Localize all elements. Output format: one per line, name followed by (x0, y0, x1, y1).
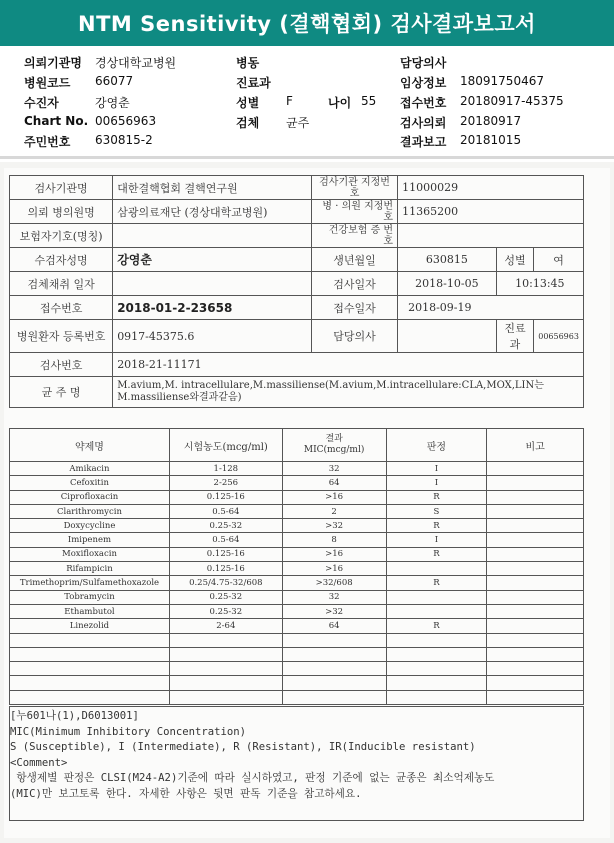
patient-name-value: 강영춘 (113, 248, 312, 272)
request-date-value: 20180917 (460, 114, 522, 128)
table-row (10, 476, 584, 490)
sex-value-cell: 여 (534, 248, 584, 272)
mic-value-cell: 64 (282, 476, 386, 490)
sex-label: 성별 (236, 96, 260, 110)
receipt-label: 접수번호 (10, 296, 113, 320)
test-range-cell (169, 647, 282, 661)
note-cell (487, 476, 584, 490)
test-range-cell: 0.25/4.75-32/608 (169, 576, 282, 590)
note-cell (487, 647, 584, 661)
note-cell (487, 590, 584, 604)
sex-label-cell: 성별 (496, 248, 533, 272)
test-range-cell: 1-128 (169, 462, 282, 476)
test-range-cell (169, 676, 282, 690)
mic-value-cell: 32 (282, 462, 386, 476)
ward-label: 병동 (236, 56, 260, 70)
mic-value-cell (282, 647, 386, 661)
note-cell (487, 490, 584, 504)
drug-name-cell (10, 662, 170, 676)
drug-name-cell: Linezolid (10, 619, 170, 633)
interpretation-cell: R (386, 490, 487, 504)
request-date-label: 검사의뢰 (400, 116, 447, 130)
interpretation-cell (386, 562, 487, 576)
drug-name-cell: Ciprofloxacin (10, 490, 170, 504)
mic-value-cell: 2 (282, 504, 386, 518)
drug-name-cell: Amikacin (10, 462, 170, 476)
registration-value: 0917-45375.6 (113, 320, 312, 353)
table-row (10, 676, 584, 690)
doctor-cell-value (398, 320, 497, 353)
interpretation-cell: R (386, 519, 487, 533)
table-row (10, 547, 584, 561)
drug-name-cell (10, 676, 170, 690)
mic-value-cell: >32 (282, 519, 386, 533)
mic-value-cell: >16 (282, 547, 386, 561)
hospital-code-label: 병원코드 (24, 76, 71, 90)
drug-name-cell: Cefoxitin (10, 476, 170, 490)
mic-value-cell: >16 (282, 490, 386, 504)
drug-name-cell: Tobramycin (10, 590, 170, 604)
comment-line: S (Susceptible), I (Intermediate), R (Resistant), IR(Inducible resistant) (10, 741, 476, 753)
table-row (10, 562, 584, 576)
comment-box (9, 706, 584, 821)
test-range-cell: 0.5-64 (169, 533, 282, 547)
interpretation-cell: R (386, 547, 487, 561)
dept-cell-label: 진료과 (496, 320, 533, 353)
lab-name-value: 대한결핵협회 결핵연구원 (113, 176, 312, 200)
mic-value-cell: 64 (282, 619, 386, 633)
table-row (10, 662, 584, 676)
hospital-code-value: 66077 (95, 74, 134, 88)
lab-no-label: 검사기관 지정번호 (312, 176, 398, 200)
drug-name-cell (10, 690, 170, 704)
interpretation-cell (386, 690, 487, 704)
age-label: 나이 (328, 96, 352, 110)
lab-no-value: 11000029 (398, 176, 584, 200)
table-row (10, 604, 584, 618)
dept-label: 진료과 (236, 76, 271, 90)
test-no-value: 2018-21-11171 (113, 353, 584, 377)
note-cell (487, 519, 584, 533)
hospital-name-value: 경상대학교병원 (95, 56, 177, 70)
hospital-no-label: 병 · 의원 지정번호 (312, 200, 398, 224)
doctor-label: 담당의사 (400, 56, 447, 70)
table-row (10, 576, 584, 590)
hospital-no-value: 11365200 (398, 200, 584, 224)
table-row (10, 690, 584, 704)
mic-value-cell: >32 (282, 604, 386, 618)
receipt-no-label: 접수번호 (400, 96, 447, 110)
mic-value-cell (282, 676, 386, 690)
drug-name-cell: Rifampicin (10, 562, 170, 576)
test-range-cell (169, 690, 282, 704)
drug-name-cell (10, 647, 170, 661)
interpretation-cell (386, 590, 487, 604)
interpretation-cell (386, 633, 487, 647)
insured-value (113, 224, 312, 248)
table-row (10, 519, 584, 533)
comment-line: <Comment> (10, 756, 68, 769)
species-value: M.avium,M. intracellulare,M.massiliense(M.avium,M.intracellulare:CLA,MOX,LIN는 M.massiliense와결과같음) (113, 377, 584, 408)
comment-line: 항생제별 판정은 CLSI(M24-A2)기준에 따라 실시하였고, 판정 기준에 없는 균종은 최소억제농도 (10, 772, 495, 784)
test-date-value: 2018-10-05 (398, 272, 497, 296)
report-title: NTM Sensitivity (결핵협회) 검사결과보고서 (0, 0, 614, 46)
drug-name-cell: Trimethoprim/Sulfamethoxazole (10, 576, 170, 590)
test-no-label: 검사번호 (10, 353, 113, 377)
interpretation-cell (386, 647, 487, 661)
interpretation-cell: R (386, 619, 487, 633)
drug-rows (10, 462, 584, 705)
test-range-cell: 0.125-16 (169, 490, 282, 504)
collect-date-value (113, 272, 312, 296)
note-cell (487, 604, 584, 618)
test-range-cell: 0.25-32 (169, 604, 282, 618)
comment-line: [누601나(1),D6013001] (10, 710, 139, 722)
test-range-cell: 2-64 (169, 619, 282, 633)
report-date-value: 20181015 (460, 133, 522, 147)
resident-no-label: 주민번호 (24, 135, 71, 149)
test-range-cell: 2-256 (169, 476, 282, 490)
mic-value-cell (282, 690, 386, 704)
header-divider (0, 156, 614, 159)
receipt-value: 2018-01-2-23658 (113, 296, 312, 320)
table-row (10, 533, 584, 547)
test-time-value: 10:13:45 (496, 272, 583, 296)
header-result: 판정 (386, 429, 487, 462)
chart-no-label: Chart No. (24, 114, 89, 128)
header-test-range: 시험농도(mcg/ml) (169, 429, 282, 462)
note-cell (487, 462, 584, 476)
clinical-info-value: 18091750467 (460, 74, 544, 88)
note-cell (487, 676, 584, 690)
note-cell (487, 533, 584, 547)
patient-label: 수진자 (24, 96, 59, 110)
test-range-cell: 0.5-64 (169, 504, 282, 518)
note-cell (487, 633, 584, 647)
note-cell (487, 562, 584, 576)
header-mic: 결과 MIC(mcg/ml) (282, 429, 386, 462)
interpretation-cell: I (386, 462, 487, 476)
receipt-date-value: 2018-09-19 (398, 296, 584, 320)
mic-value-cell: >16 (282, 562, 386, 576)
sex-value: F (286, 94, 293, 108)
interpretation-cell (386, 676, 487, 690)
hospital-label: 의뢰 병의원명 (10, 200, 113, 224)
table-row (10, 633, 584, 647)
dob-value: 630815 (398, 248, 497, 272)
doctor-cell-label: 담당의사 (312, 320, 398, 353)
mic-value-cell: 8 (282, 533, 386, 547)
age-value: 55 (361, 94, 377, 108)
mic-value-cell: >32/608 (282, 576, 386, 590)
species-label: 균 주 명 (10, 377, 113, 408)
note-cell (487, 619, 584, 633)
hospital-value: 삼광의료재단 (경상대학교병원) (113, 200, 312, 224)
specimen-label: 검체 (236, 116, 260, 130)
dob-label: 생년월일 (312, 248, 398, 272)
resident-no-value: 630815-2 (95, 133, 153, 147)
note-cell (487, 690, 584, 704)
patient-value: 강영춘 (95, 96, 130, 110)
interpretation-cell: S (386, 504, 487, 518)
patient-name-label: 수검자성명 (10, 248, 113, 272)
health-no-label: 건강보험 증 번 호 (312, 224, 398, 248)
table-row (10, 619, 584, 633)
interpretation-cell: I (386, 533, 487, 547)
drug-name-cell: Imipenem (10, 533, 170, 547)
table-row (10, 462, 584, 476)
interpretation-cell: R (386, 576, 487, 590)
note-cell (487, 504, 584, 518)
specimen-value: 균주 (286, 116, 310, 130)
note-cell (487, 547, 584, 561)
test-range-cell: 0.125-16 (169, 547, 282, 561)
collect-date-label: 검체채취 일자 (10, 272, 113, 296)
test-date-label: 검사일자 (312, 272, 398, 296)
mic-value-cell (282, 662, 386, 676)
dept-cell-value: 00656963 (534, 320, 584, 353)
drug-sensitivity-table (9, 428, 584, 705)
test-range-cell (169, 662, 282, 676)
report-date-label: 결과보고 (400, 135, 447, 149)
drug-name-cell: Doxycycline (10, 519, 170, 533)
drug-name-cell (10, 633, 170, 647)
clinical-info-label: 임상정보 (400, 76, 447, 90)
table-row (10, 504, 584, 518)
drug-name-cell: Moxifloxacin (10, 547, 170, 561)
table-row (10, 490, 584, 504)
drug-name-cell: Clarithromycin (10, 504, 170, 518)
interpretation-cell: I (386, 476, 487, 490)
comment-line: MIC(Minimum Inhibitory Concentration) (10, 725, 246, 738)
test-range-cell: 0.25-32 (169, 590, 282, 604)
health-no-value (398, 224, 584, 248)
registration-label: 병원환자 등록번호 (10, 320, 113, 353)
header-drug: 약제명 (10, 429, 170, 462)
receipt-date-label: 접수일자 (312, 296, 398, 320)
hospital-name-label: 의뢰기관명 (24, 56, 82, 70)
chart-no-value: 00656963 (95, 114, 157, 128)
mic-value-cell (282, 633, 386, 647)
table-row (10, 647, 584, 661)
report-header (0, 46, 614, 158)
note-cell (487, 576, 584, 590)
mic-value-cell: 32 (282, 590, 386, 604)
test-range-cell: 0.125-16 (169, 562, 282, 576)
interpretation-cell (386, 662, 487, 676)
comment-line: (MIC)만 보고토록 한다. 자세한 사항은 뒷면 판독 기준을 참고하세요. (10, 787, 362, 800)
header-note: 비고 (487, 429, 584, 462)
table-row (10, 590, 584, 604)
insured-label: 보험자기호(명칭) (10, 224, 113, 248)
test-range-cell (169, 633, 282, 647)
interpretation-cell (386, 604, 487, 618)
info-table (9, 175, 584, 408)
lab-name-label: 검사기관명 (10, 176, 113, 200)
receipt-no-value: 20180917-45375 (460, 94, 564, 108)
note-cell (487, 662, 584, 676)
drug-name-cell: Ethambutol (10, 604, 170, 618)
test-range-cell: 0.25-32 (169, 519, 282, 533)
